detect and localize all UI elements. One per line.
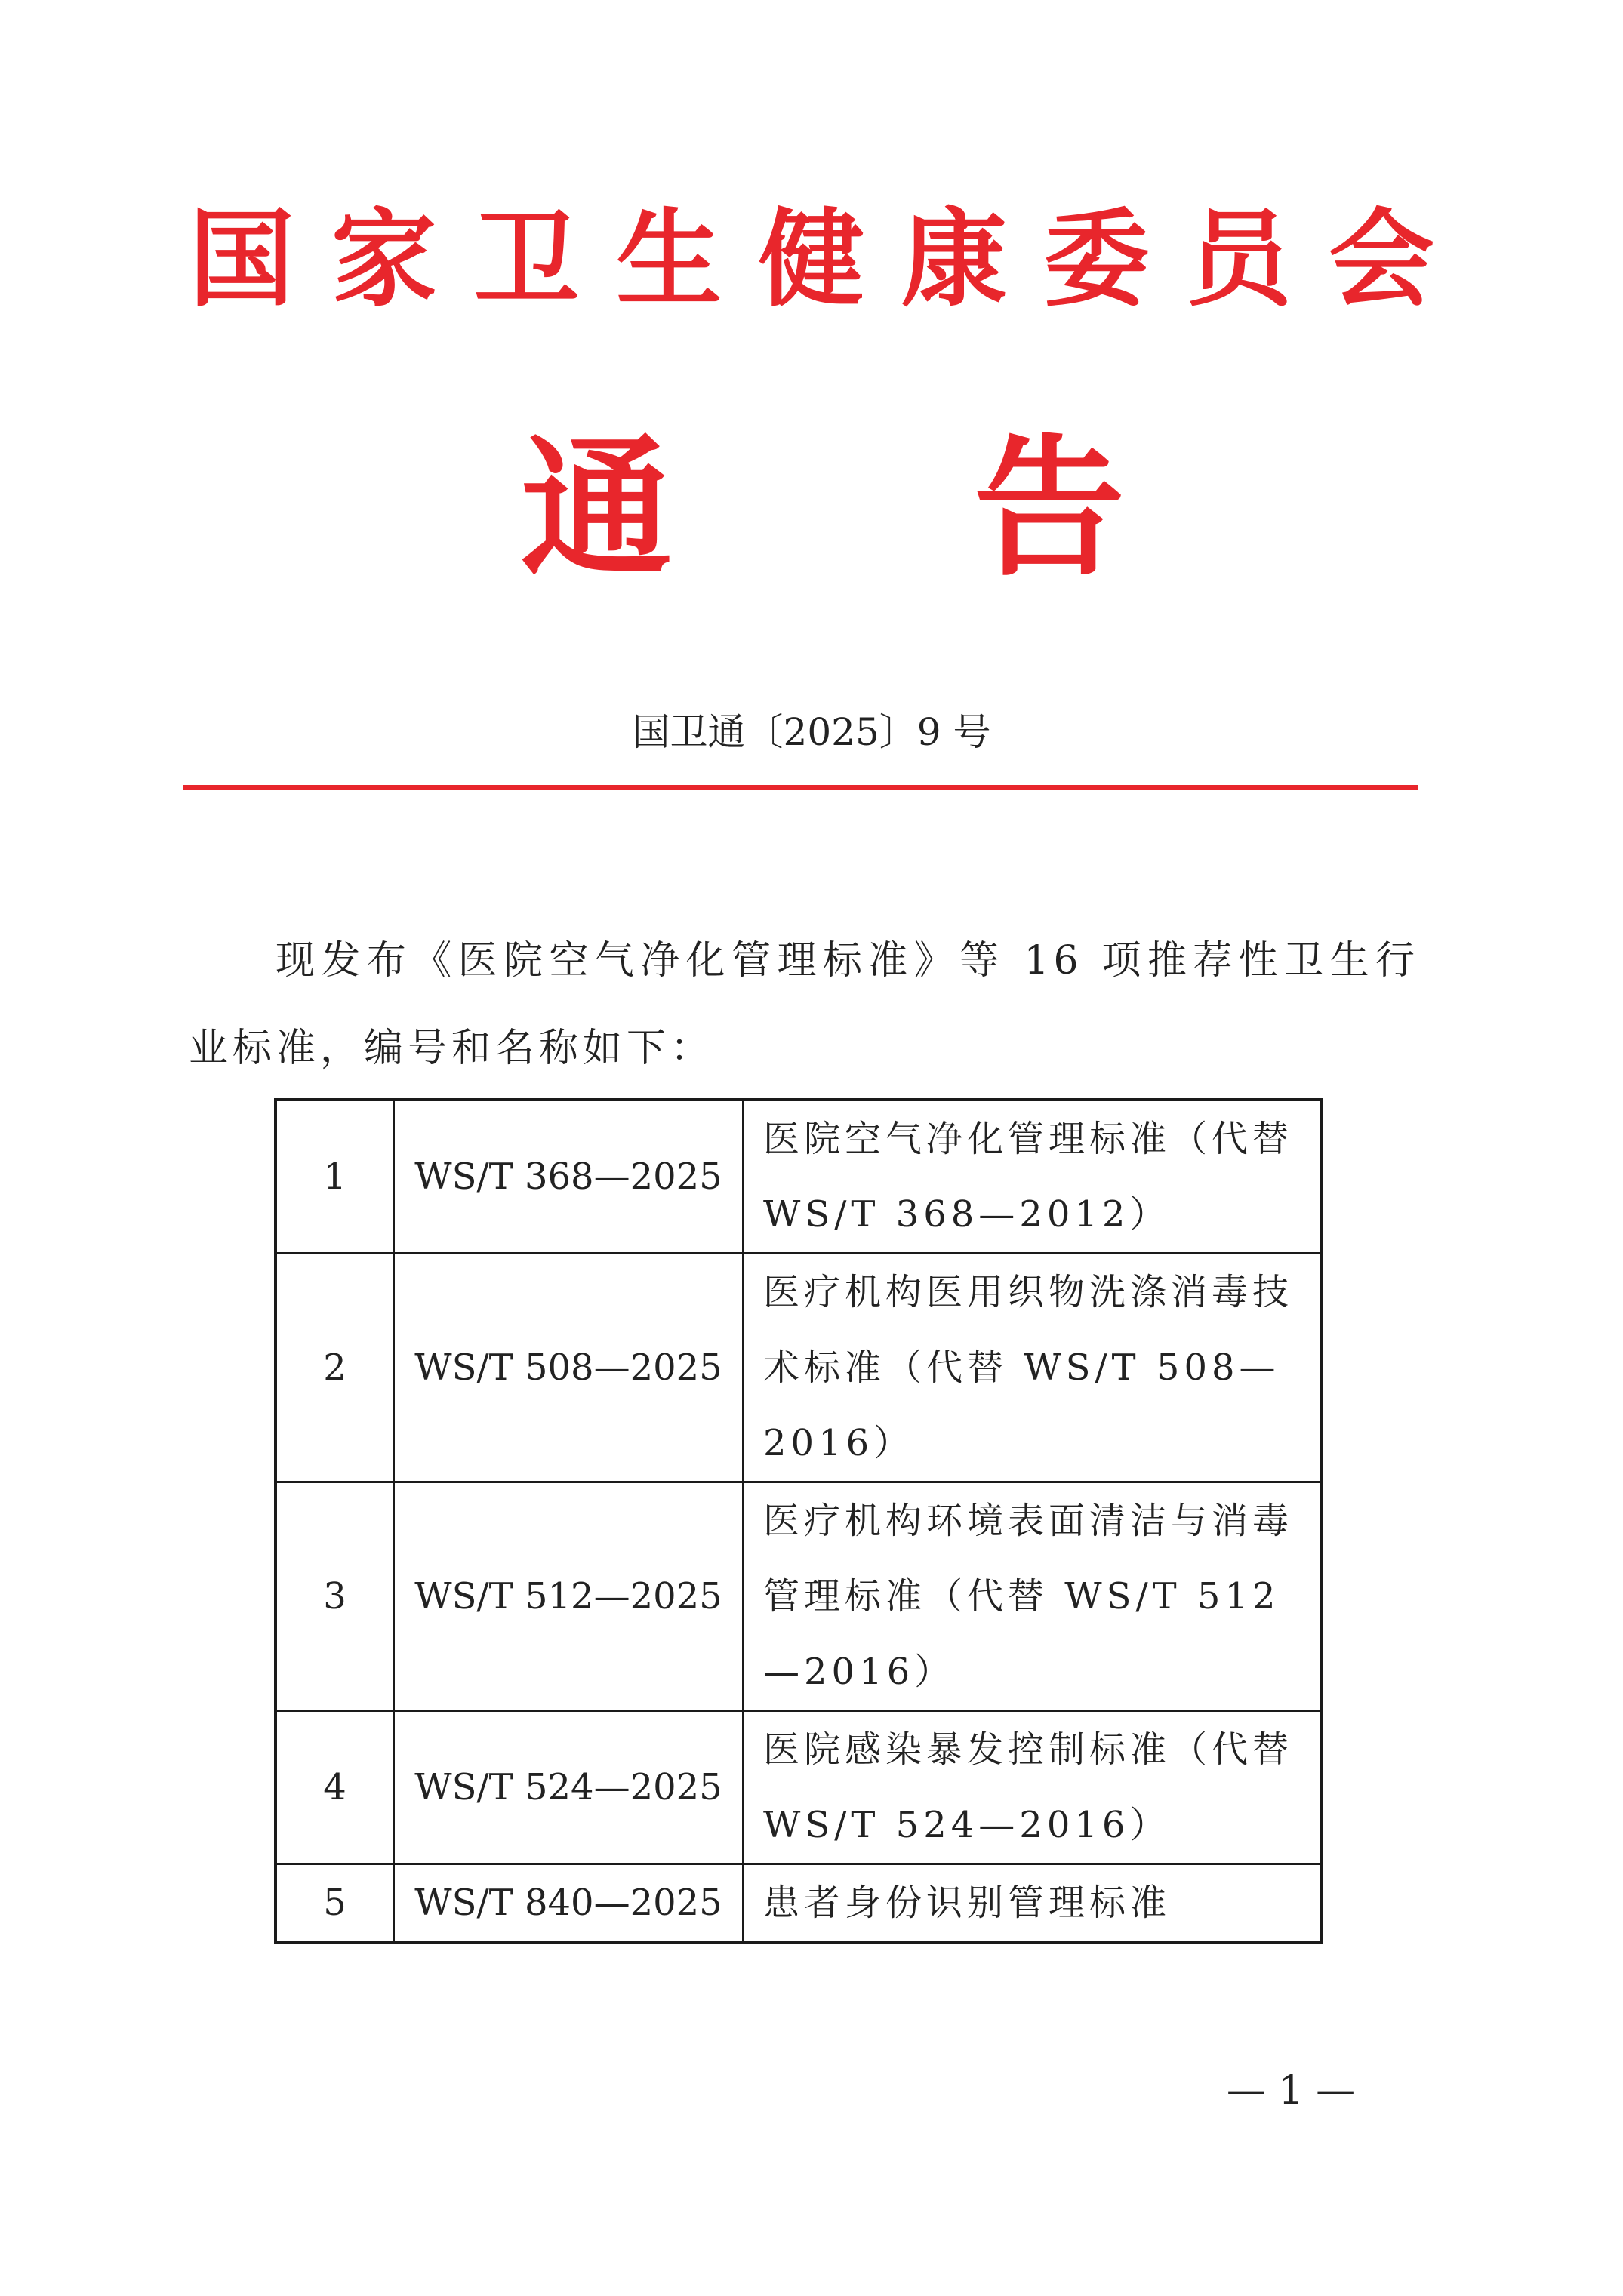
- standard-code: WS/T 508—2025: [394, 1254, 744, 1482]
- page-number: — 1 —: [1226, 2068, 1356, 2113]
- row-number: 1: [276, 1100, 394, 1254]
- red-divider-rule: [183, 785, 1418, 790]
- standard-code: WS/T 512—2025: [394, 1482, 744, 1711]
- document-type-title: 通 告: [521, 421, 1125, 597]
- standards-table: [274, 1098, 1323, 1944]
- table-row: [276, 1100, 1322, 1254]
- standard-code: WS/T 840—2025: [394, 1864, 744, 1943]
- row-number: 4: [276, 1711, 394, 1864]
- table-row: [276, 1482, 1322, 1711]
- document-number: 国卫通〔2025〕9 号: [632, 710, 991, 754]
- issuing-organization-title: 国家卫生健康委员会: [189, 199, 1434, 322]
- standard-code: WS/T 524—2025: [394, 1711, 744, 1864]
- table-row: [276, 1254, 1322, 1482]
- standard-name: 患者身份识别管理标准: [744, 1864, 1323, 1943]
- row-number: 2: [276, 1254, 394, 1482]
- standard-name: 医疗机构医用织物洗涤消毒技术标准（代替 WS/T 508—2016）: [744, 1254, 1323, 1482]
- standard-name: 医院感染暴发控制标准（代替 WS/T 524—2016）: [744, 1711, 1323, 1864]
- standard-name: 医院空气净化管理标准（代替 WS/T 368—2012）: [744, 1100, 1323, 1254]
- intro-paragraph: 现发布《医院空气净化管理标准》等 16 项推荐性卫生行业标准，编号和名称如下：: [189, 938, 1419, 1071]
- standard-name: 医疗机构环境表面清洁与消毒管理标准（代替 WS/T 512—2016）: [744, 1482, 1323, 1711]
- standard-code: WS/T 368—2025: [394, 1100, 744, 1254]
- table-row: [276, 1711, 1322, 1864]
- table-row: [276, 1864, 1322, 1943]
- row-number: 5: [276, 1864, 394, 1943]
- row-number: 3: [276, 1482, 394, 1711]
